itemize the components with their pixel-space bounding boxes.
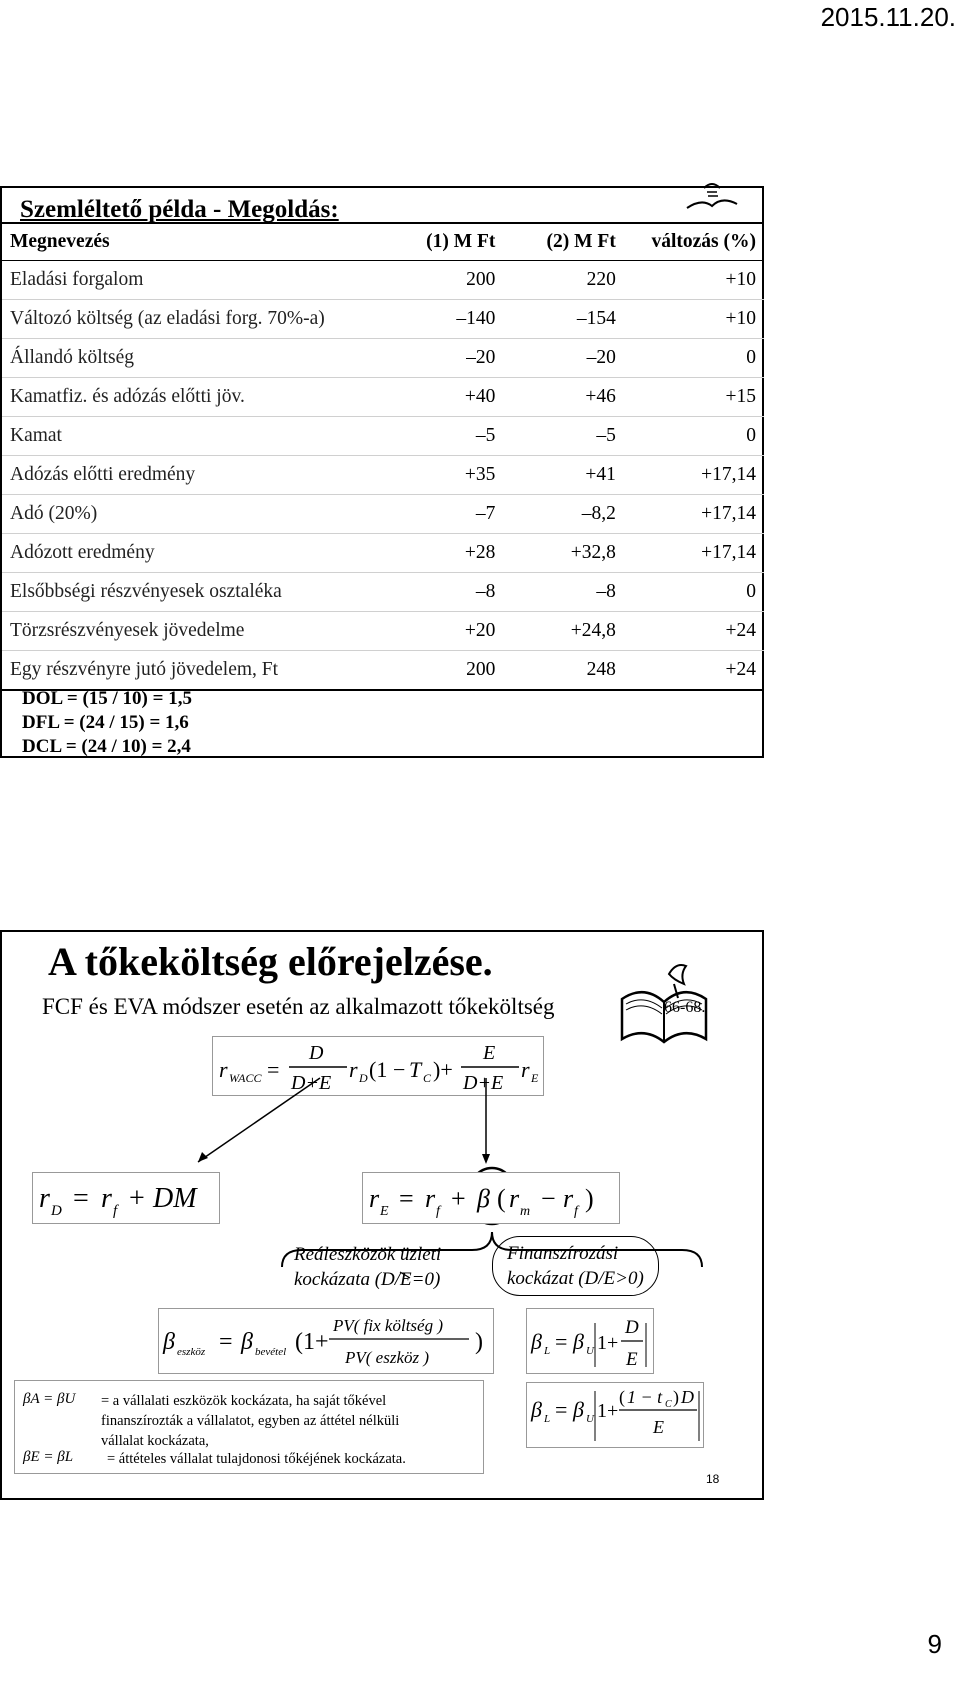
svg-text:1+: 1+: [597, 1400, 619, 1422]
svg-text:U: U: [586, 1345, 594, 1357]
svg-text:−: −: [541, 1184, 556, 1213]
svg-text:=: =: [267, 1057, 280, 1082]
cost-of-debt-formula: [32, 1172, 220, 1224]
table-row: [2, 339, 764, 378]
slide-title: Szemléltető példa - Megoldás:: [20, 196, 339, 223]
svg-text:E: E: [626, 1349, 638, 1370]
svg-text:C: C: [423, 1071, 432, 1085]
col-header-change: változás (%): [624, 223, 764, 261]
svg-text:U: U: [586, 1413, 594, 1425]
value-period2: +32,8: [503, 534, 623, 573]
financing-risk-line1: Finanszírozási: [507, 1243, 619, 1264]
value-change: 0: [624, 339, 764, 378]
row-label: Adó (20%): [2, 495, 394, 534]
dol-formula: DOL = (15 / 10) = 1,5: [22, 688, 192, 709]
row-label: Törzsrészvényesek jövedelme: [2, 612, 394, 651]
row-label: Adózott eredmény: [2, 534, 394, 573]
value-period2: –5: [503, 417, 623, 456]
value-period1: +28: [394, 534, 503, 573]
svg-text:E: E: [653, 1417, 664, 1437]
svg-text:L: L: [544, 1345, 551, 1357]
svg-text:D+E: D+E: [291, 1072, 332, 1094]
asset-beta-graphic: [159, 1309, 493, 1373]
svg-text:WACC: WACC: [229, 1071, 262, 1085]
financing-risk-line2: kockázat (D/E>0): [507, 1268, 644, 1289]
value-change: +24: [624, 612, 764, 651]
svg-text:r: r: [425, 1184, 436, 1213]
svg-text:)+: )+: [433, 1057, 453, 1082]
svg-text:r: r: [219, 1057, 228, 1082]
svg-text:r: r: [509, 1184, 520, 1213]
svg-text:r: r: [369, 1184, 380, 1213]
svg-text:E: E: [483, 1042, 496, 1064]
svg-text:E: E: [531, 1071, 539, 1085]
value-period1: –5: [394, 417, 503, 456]
beta-equity-symbol: βE = βL: [23, 1449, 74, 1465]
row-label: Állandó költség: [2, 339, 394, 378]
beta-asset-line1: = a vállalati eszközök kockázata, ha saját tőkével: [101, 1393, 387, 1409]
row-label: Egy részvényre jutó jövedelem, Ft: [2, 651, 394, 691]
svg-text:m: m: [520, 1204, 531, 1219]
svg-text:β: β: [531, 1329, 542, 1354]
svg-text:T: T: [409, 1057, 422, 1082]
value-change: 0: [624, 417, 764, 456]
value-period1: –7: [394, 495, 503, 534]
levered-beta-formula: [526, 1308, 654, 1374]
svg-text:f: f: [574, 1204, 578, 1219]
value-period1: +20: [394, 612, 503, 651]
table-header-row: [2, 223, 764, 261]
beta-asset-line3: vállalat kockázata,: [101, 1433, 209, 1449]
svg-text:r: r: [563, 1184, 574, 1213]
beta-definitions: [14, 1380, 484, 1474]
beta-asset-symbol: βA = βU: [23, 1391, 76, 1407]
table-row: [2, 534, 764, 573]
beta-asset-line2: finanszírozták a vállalatot, egyben az áttétel nélküli: [101, 1413, 400, 1429]
svg-text:D: D: [681, 1387, 694, 1407]
svg-text:β: β: [573, 1397, 584, 1422]
beta-asset-definition: [101, 1391, 399, 1451]
svg-text:D: D: [309, 1042, 324, 1064]
row-label: Kamat: [2, 417, 394, 456]
table-row: [2, 495, 764, 534]
value-period2: +46: [503, 378, 623, 417]
slide-cost-of-capital: [0, 930, 764, 1500]
value-period2: –8,2: [503, 495, 623, 534]
svg-text:): ): [585, 1184, 594, 1213]
svg-text:(1+: (1+: [295, 1329, 329, 1355]
income-table: [2, 222, 764, 691]
svg-text:PV( fix költség ): PV( fix költség ): [333, 1316, 443, 1335]
svg-text:bevétel: bevétel: [255, 1346, 287, 1358]
svg-text:=: =: [555, 1329, 568, 1354]
leverage-results: [22, 687, 192, 759]
svg-text:+: +: [129, 1183, 145, 1214]
svg-text:PV( eszköz ): PV( eszköz ): [345, 1348, 430, 1367]
slide-title: A tőkeköltség előrejelzése.: [48, 939, 493, 984]
value-change: +10: [624, 261, 764, 300]
svg-text:L: L: [544, 1413, 551, 1425]
business-risk-line1: Reáleszközök üzleti: [294, 1244, 442, 1265]
table-row: [2, 300, 764, 339]
svg-text:r: r: [101, 1183, 112, 1214]
slide-example-solution: [0, 186, 764, 758]
row-label: Változó költség (az eladási forg. 70%-a): [2, 300, 394, 339]
cost-of-equity-formula: [362, 1172, 620, 1224]
svg-text:D: D: [359, 1071, 368, 1085]
value-period2: –20: [503, 339, 623, 378]
svg-text:f: f: [436, 1204, 440, 1219]
svg-text:r: r: [521, 1057, 530, 1082]
svg-text:=: =: [73, 1183, 89, 1214]
levered-beta-graphic: [527, 1309, 653, 1373]
value-change: +17,14: [624, 456, 764, 495]
value-change: +10: [624, 300, 764, 339]
table-row: [2, 573, 764, 612]
svg-text:β: β: [477, 1184, 490, 1213]
col-header-period1: (1) M Ft: [394, 223, 503, 261]
value-period2: –8: [503, 573, 623, 612]
header-date: 2015.11.20.: [820, 2, 956, 32]
value-period2: +41: [503, 456, 623, 495]
svg-text:): ): [475, 1329, 483, 1355]
svg-text:+: +: [451, 1184, 466, 1213]
value-period2: 220: [503, 261, 623, 300]
svg-text:(: (: [497, 1184, 506, 1213]
value-period1: 200: [394, 261, 503, 300]
table-row: [2, 417, 764, 456]
svg-text:E: E: [380, 1204, 389, 1219]
value-change: +15: [624, 378, 764, 417]
levered-beta-tax-graphic: [527, 1383, 703, 1447]
col-header-name: Megnevezés: [2, 223, 394, 261]
book-icon: [682, 178, 742, 218]
svg-text:β: β: [573, 1329, 584, 1354]
table-row: [2, 456, 764, 495]
value-period1: –20: [394, 339, 503, 378]
value-period1: 200: [394, 651, 503, 691]
value-period2: 248: [503, 651, 623, 691]
page-reference: 66-68.: [664, 999, 706, 1016]
value-period2: –154: [503, 300, 623, 339]
dcl-formula: DCL = (24 / 10) = 2,4: [22, 736, 191, 757]
svg-text:=: =: [399, 1184, 414, 1213]
cost-of-equity-graphic: [363, 1173, 619, 1223]
financing-risk-label: [492, 1236, 659, 1296]
value-period1: +35: [394, 456, 503, 495]
svg-text:r: r: [39, 1183, 50, 1214]
value-change: +17,14: [624, 534, 764, 573]
svg-text:(: (: [619, 1387, 625, 1407]
svg-text:C: C: [665, 1399, 672, 1410]
slide-number: 18: [706, 1472, 720, 1486]
svg-text:D: D: [51, 1203, 62, 1219]
value-period2: +24,8: [503, 612, 623, 651]
value-change: +17,14: [624, 495, 764, 534]
svg-text:1 − t: 1 − t: [627, 1387, 663, 1407]
slide-subtitle: FCF és EVA módszer esetén az alkalmazott tőkeköltség: [42, 994, 555, 1019]
table-row: [2, 378, 764, 417]
row-label: Kamatfiz. és adózás előtti jöv.: [2, 378, 394, 417]
svg-text:r: r: [349, 1057, 358, 1082]
business-risk-label: [294, 1242, 441, 1292]
svg-text:eszköz: eszköz: [177, 1346, 206, 1358]
col-header-period2: (2) M Ft: [503, 223, 623, 261]
page-number: 9: [927, 1629, 942, 1659]
beta-equity-definition: = áttételes vállalat tulajdonosi tőkéjének kockázata.: [107, 1451, 406, 1467]
levered-beta-tax-formula: [526, 1382, 704, 1448]
row-label: Elsőbbségi részvényesek osztaléka: [2, 573, 394, 612]
svg-text:1+: 1+: [597, 1332, 619, 1354]
svg-text:β: β: [531, 1397, 542, 1422]
business-risk-line2: kockázata (D/E=0): [294, 1269, 441, 1290]
row-label: Adózás előtti eredmény: [2, 456, 394, 495]
svg-text:(1: (1: [369, 1057, 388, 1082]
svg-text:DM: DM: [153, 1183, 197, 1214]
value-period1: –140: [394, 300, 503, 339]
svg-text:D: D: [625, 1317, 639, 1338]
value-change: 0: [624, 573, 764, 612]
svg-text:β: β: [241, 1329, 253, 1355]
table-row: [2, 651, 764, 691]
table-row: [2, 261, 764, 300]
svg-text:): ): [673, 1387, 679, 1407]
value-period1: +40: [394, 378, 503, 417]
value-period1: –8: [394, 573, 503, 612]
svg-text:=: =: [555, 1397, 568, 1422]
row-label: Eladási forgalom: [2, 261, 394, 300]
svg-text:−: −: [393, 1057, 406, 1082]
svg-text:f: f: [113, 1203, 118, 1219]
asset-beta-formula: [158, 1308, 494, 1374]
svg-text:β: β: [163, 1329, 175, 1355]
dfl-formula: DFL = (24 / 15) = 1,6: [22, 712, 189, 733]
svg-text:D+E: D+E: [463, 1072, 504, 1094]
cost-of-debt-graphic: [33, 1173, 219, 1223]
svg-text:=: =: [219, 1329, 233, 1355]
table-row: [2, 612, 764, 651]
value-change: +24: [624, 651, 764, 691]
